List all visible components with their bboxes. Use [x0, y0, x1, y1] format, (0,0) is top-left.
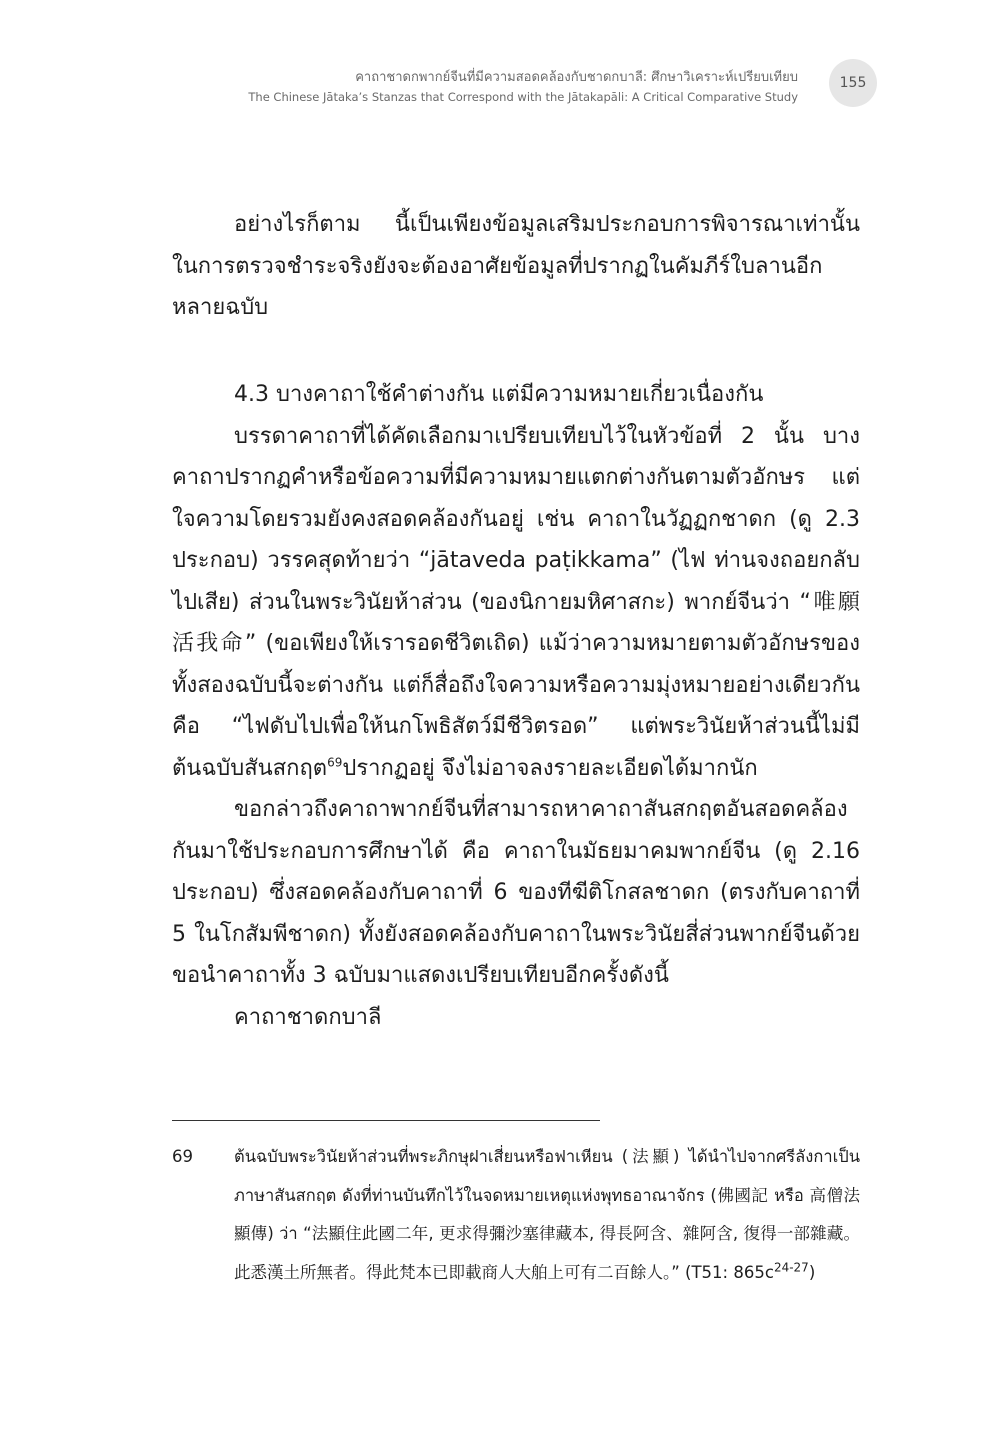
paragraph-2: [172, 416, 860, 790]
footnote-ref-69[interactable]: 69: [327, 755, 343, 770]
footnote-superscript: 24-27: [773, 1260, 809, 1274]
header-title-english: The Chinese Jātaka’s Stanzas that Correspond with the Jātakapāli: A Critical Comparative Study: [248, 90, 798, 104]
footnote-69: [172, 1138, 860, 1292]
paragraph-3: ขอกล่าวถึงคาถาพากย์จีนที่สามารถหาคาถาสันสกฤตอันสอดคล้องกันมาใช้ประกอบการศึกษาได้ คือ คาถาในมัธยมาคมพากย์จีน (ดู 2.16 ประกอบ) ซึ่งสอดคล้องกับคาถาที่ 6 ของทีฆีติโกสลชาดก (ตรงกับคาถาที่ 5 ในโกสัมพีชาดก) ทั้งยังสอดคล้องกับคาถาในพระวินัยสี่ส่วนพากย์จีนด้วย ขอนำคาถาทั้ง 3 ฉบับมาแสดงเปรียบเทียบอีกครั้งดังนี้: [172, 797, 860, 988]
subheading-pali: คาถาชาดกบาลี: [234, 1004, 382, 1030]
paragraph-2-text-end: ปรากฏอยู่ จึงไม่อาจลงรายละเอียดได้มากนัก: [342, 755, 758, 781]
footnote-text-body: ต้นฉบับพระวินัยห้าส่วนที่พระภิกษุฝาเสี่ยนหรือฟาเหียน (法顯) ได้นำไปจากศรีลังกาเป็นภาษาสันสกฤต ดังที่ท่านบันทึกไว้ในจดหมายเหตุแห่งพุทธอาณาจักร (佛國記 หรือ 高僧法顯傳) ว่า “法顯住此國二年, 更求得彌沙塞律藏本, 得長阿含、雜阿含, 復得一部雜藏。此悉漢土所無者。得此梵本已即載商人大舶上可有二百餘人。” (T51: 865c: [234, 1147, 860, 1282]
running-header: [248, 68, 798, 106]
header-title-thai: คาถาชาดกพากย์จีนที่มีความสอดคล้องกับชาดกบาลี: ศึกษาวิเคราะห์เปรียบเทียบ: [355, 70, 798, 85]
paragraph-1: อย่างไรก็ตาม นี้เป็นเพียงข้อมูลเสริมประกอบการพิจารณาเท่านั้น ในการตรวจชำระจริงยังจะต้องอาศัยข้อมูลที่ปรากฏในคัมภีร์ใบลานอีกหลายฉบับ: [172, 212, 860, 320]
body-block-main: [172, 374, 860, 1038]
footnote-divider: [172, 1120, 600, 1121]
paragraph-2-text: บรรดาคาถาที่ได้คัดเลือกมาเปรียบเทียบไว้ในหัวข้อที่ 2 นั้น บางคาถาปรากฏคำหรือข้อความที่มีความหมายแตกต่างกันตามตัวอักษร แต่ใจความโดยรวมยังคงสอดคล้องกันอยู่ เช่น คาถาในวัฏฏกชาดก (ดู 2.3 ประกอบ) วรรคสุดท้ายว่า “jātaveda paṭikkama” (ไฟ ท่านจงถอยกลับไปเสีย) ส่วนในพระวินัยห้าส่วน (ของนิกายมหิศาสกะ) พากย์จีนว่า “唯願活我命” (ขอเพียงให้เรารอดชีวิตเถิด) แม้ว่าความหมายตามตัวอักษรของทั้งสองฉบับนี้จะต่างกัน แต่ก็สื่อถึงใจความหรือความมุ่งหมายอย่างเดียวกันคือ “ไฟดับไปเพื่อให้นกโพธิสัตว์มีชีวิตรอด” แต่พระวินัยห้าส่วนนี้ไม่มีต้นฉบับสันสกฤต: [172, 423, 860, 781]
section-heading: 4.3 บางคาถาใช้คำต่างกัน แต่มีความหมายเกี่ยวเนื่องกัน: [234, 382, 764, 407]
footnote-text-end: ): [808, 1262, 816, 1282]
footnote-number: 69: [172, 1147, 193, 1166]
footnote-text: [234, 1138, 860, 1292]
page-number-badge: 155: [829, 59, 877, 107]
body-block-top: [172, 204, 860, 329]
